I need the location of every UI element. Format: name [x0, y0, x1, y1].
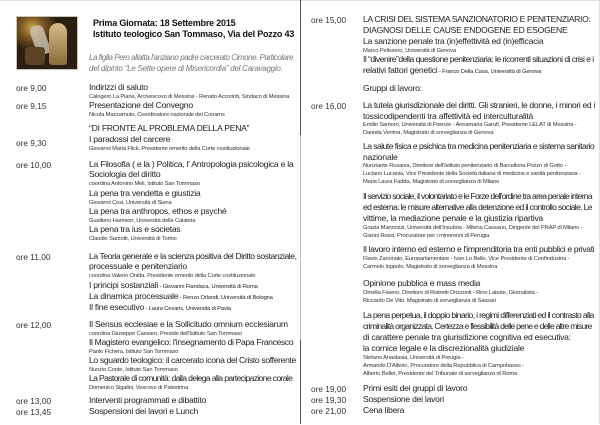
talk-title: La Pastorale di comunità: dalla delega alla partecipazione corale	[89, 373, 293, 383]
session-coordinator: coordina Giuseppe Cassaro, Preside dell'Istituto San Tommaso	[89, 331, 243, 337]
group-speakers: Grazia Mannozzi, Università dell'Insubria - Milena Cassano, Dirigente del PRAP di Milano -	[363, 225, 583, 231]
talk-title: La sanzione penale tra (in)effettività ed (in)efficacia	[363, 36, 544, 46]
group-title: la cornice legale e la discrezionalità giudiziale	[363, 343, 525, 353]
session-time: ore 13,00	[16, 396, 52, 406]
session-coordinator: coordina Antonino Meli, Istituto San Tommaso	[89, 181, 200, 187]
group-speakers: Nunziante Rosania, Direttore dell'Istituto penitenziario di Barcellona Pozzo di Gotto -	[363, 163, 566, 169]
talk-title: La pena tra anthropos, ethos e psyché	[89, 206, 227, 216]
talk-speaker: Giovanni Cosi, Università di Siena	[89, 200, 172, 206]
group-speakers: Maria Laura Fadda, Magistrato di sorveglianza di Milano	[363, 179, 500, 185]
session-title: Il Sensus ecclesiae e la Sollicitudo omnium ecclesiarum	[89, 319, 288, 329]
section-title: “DI FRONTE AL PROBLEMA DELLA PENA”	[89, 123, 250, 133]
session-time: ore 9,15	[16, 101, 47, 111]
talk-title: Il “divenire”della questione penitenziaria: le ricorrenti situazioni di crisi e i	[363, 54, 594, 64]
session-title: LA CRISI DEL SISTEMA SANZIONATORIO E PENITENZIARIO:	[363, 14, 591, 24]
talk-row	[363, 65, 541, 78]
talk-speaker: Nunzio Conte, Istituto San Tommaso	[89, 367, 178, 373]
group-speakers: Carmelo Ioppolo, Magistrato di sorveglianza di Messina	[363, 264, 498, 270]
talk-title: Lo sguardo teologico: il carcerato icona del Cristo sofferente	[89, 355, 296, 365]
group-speakers: Riccardo De Vito, Magistrato di sorveglianza di Sassari	[363, 298, 496, 304]
group-title: Opinione pubblica e mass media	[363, 278, 481, 288]
talk-speaker: - Laura Cesaris, Università di Pavia	[143, 306, 231, 312]
group-speakers: Armando D'Alterio, Procuratore della Repubblica di Campobasso -	[363, 363, 524, 369]
group-title: Il servizio sociale, il volontariato e le Forze dell'ordine tra area penale interna	[363, 191, 592, 201]
group-title: La tutela giurisdizionale dei diritti. Gli stranieri, le donne, i minori ed i	[363, 100, 595, 110]
talk-title: La pena tra ius e societas	[89, 224, 181, 234]
talk-speaker: - Franco Della Casa, Università di Genova	[437, 69, 542, 75]
session-time: ore 15,00	[311, 15, 347, 25]
day-heading: Prima Giornata: 18 Settembre 2015	[93, 18, 236, 28]
group-title: vittime, la mediazione penale e la giustizia ripartiva	[363, 213, 543, 223]
session-time: ore 19,00	[311, 384, 347, 394]
session-time: ore 16,00	[311, 101, 347, 111]
talk-speaker: - Giovanni Fiandaca, Università di Roma	[158, 284, 258, 290]
group-title: Il lavoro interno ed esterno e l'imprenditoria tra enti pubblici e privati	[363, 244, 595, 254]
talk-title: relativi fattori genetici	[363, 65, 438, 75]
group-title: di carattere penale tra giurisdizione cognitiva ed esecutiva:	[363, 332, 571, 342]
painting-figure	[25, 47, 45, 65]
talk-speaker: Marco Pelissero, Università di Genova	[363, 48, 457, 54]
groups-label: Gruppi di lavoro:	[363, 83, 422, 93]
image-caption	[89, 52, 294, 74]
session-speakers: Nicola Mazzamuto, Coordinatore nazionale del Conams	[89, 112, 225, 118]
talk-title: La dinamica processuale	[89, 291, 179, 301]
session-title: I paradossi del carcere	[89, 134, 171, 144]
session-title: Cena libera	[363, 405, 405, 415]
talk-title: Il Magistero evangelico: l'insegnamento di Papa Francesco	[89, 337, 294, 347]
talk-title: I principi sostanziali	[89, 280, 159, 290]
caption-line: del dipinto “Le Sette opere di Misericordia” del Caravaggio.	[89, 64, 283, 73]
talk-speaker: Gualtiero Harrison, Università della Calabria	[89, 218, 196, 224]
talk-speaker: Paolo Fichera, Istituto San Tommaso	[89, 349, 179, 355]
group-title: criminalità organizzata. Certezza e flessibilità delle pene e delle altre misure	[363, 321, 592, 331]
talk-title: La pena tra vendetta e giustizia	[89, 188, 201, 198]
group-speakers: Stefano Anastasia, Università di Perugia -	[363, 355, 464, 361]
session-time: ore 9,00	[16, 83, 47, 93]
talk-speaker: Domenico Sigalini, Vescovo di Palestrina	[89, 385, 189, 391]
group-speakers: Gianni Rossi, Procuratore per i minorenni di Perugia	[363, 233, 490, 239]
session-time: ore 10,00	[16, 160, 52, 170]
session-title: DIAGNOSI DELLE CAUSE ENDOGENE ED ESOGENE	[363, 25, 568, 35]
session-title: Interventi programmati e dibattito	[89, 395, 207, 405]
talk-speaker: - Renzo Orlandi, Università di Bologna	[178, 295, 273, 301]
venue-heading: Istituto teologico San Tommaso, Via del Pozzo 43	[93, 29, 295, 39]
session-time: ore 13,45	[16, 407, 52, 417]
caption-line: La figlia Pero allatta l'anziano padre carcerato Cimone. Particolare	[89, 53, 293, 62]
group-title: tossicodipendenti tra affettività ed interculturalità	[363, 111, 534, 121]
session-title: Sociologia del diritto	[89, 169, 161, 179]
session-time: ore 19,30	[311, 395, 347, 405]
session-title: processuale e penitenziario	[89, 261, 187, 271]
group-speakers: Ornella Favero, Direttore di Ristretti Orizzonti - Rino Labate, Giornalista -	[363, 290, 538, 296]
session-time: ore 11,00	[16, 252, 51, 262]
session-title: Primi esiti dei gruppi di lavoro	[363, 383, 468, 393]
session-title: Presentazione del Convegno	[89, 100, 193, 110]
session-speakers: Giovanni Maria Flick, Presidente emerito della Corte costituzionale	[89, 146, 250, 152]
talk-title: Il fine esecutivo	[89, 302, 144, 312]
group-speakers: Emilio Santoro, Università di Firenze - Annamaria Garufi, Presidente LELAT di Messina -	[363, 122, 577, 128]
group-speakers: Luciano Lucania, Vice Presidente della Società italiana di medicina e sanità penitenziaria -	[363, 171, 581, 177]
group-title: La salute fisica e psichica tra medicina penitenziaria e sistema sanitario	[363, 141, 595, 151]
session-speakers: Calogero La Piana, Arcivescovo di Messina - Renato Accorinti, Sindaco di Messina	[89, 94, 290, 100]
session-title: La Teoria generale e la scienza positiva del Diritto sostanziale,	[89, 251, 297, 261]
session-time: ore 12,00	[16, 320, 52, 330]
page-divider-highlight	[300, 135, 301, 340]
session-title: Indirizzi di saluto	[89, 82, 148, 92]
session-title: La Filosofia ( e la ) Politica, l' Antropologia psicologica e la	[89, 159, 294, 169]
group-speakers: Alberto Bellet, Presidente del Tribunale di sorveglianza di Roma	[363, 371, 518, 377]
session-time: ore 9,30	[16, 138, 47, 148]
group-title: La pena perpetua, il doppio binario, i regimi differenziati ed il contrasto alla	[363, 310, 594, 320]
session-title: Sospensione dei lavori	[363, 394, 444, 404]
talk-speaker: Claudio Sarzotti, Università di Torino	[89, 236, 177, 242]
caravaggio-painting-image	[16, 16, 78, 70]
session-coordinator: coordina Valerio Onida, Presidente emerito della Corte costituzionale	[89, 273, 256, 279]
session-time: ore 21,00	[311, 406, 347, 416]
painting-figure	[49, 23, 67, 65]
group-speakers: Daniela Verrina, Magistrato di sorveglianza di Genova	[363, 130, 494, 136]
group-speakers: Flavio Zanonato, Europarlamentare - Ivan Lo Bello, Vice Presidente di Confindustria -	[363, 256, 570, 262]
group-title: nazionale	[363, 152, 398, 162]
session-title: Sospensioni dei lavori e Lunch	[89, 406, 199, 416]
talk-row	[89, 302, 231, 315]
group-title: ed esterna: le misure alternative alla detenzione ed il controllo sociale. Le	[363, 202, 592, 212]
